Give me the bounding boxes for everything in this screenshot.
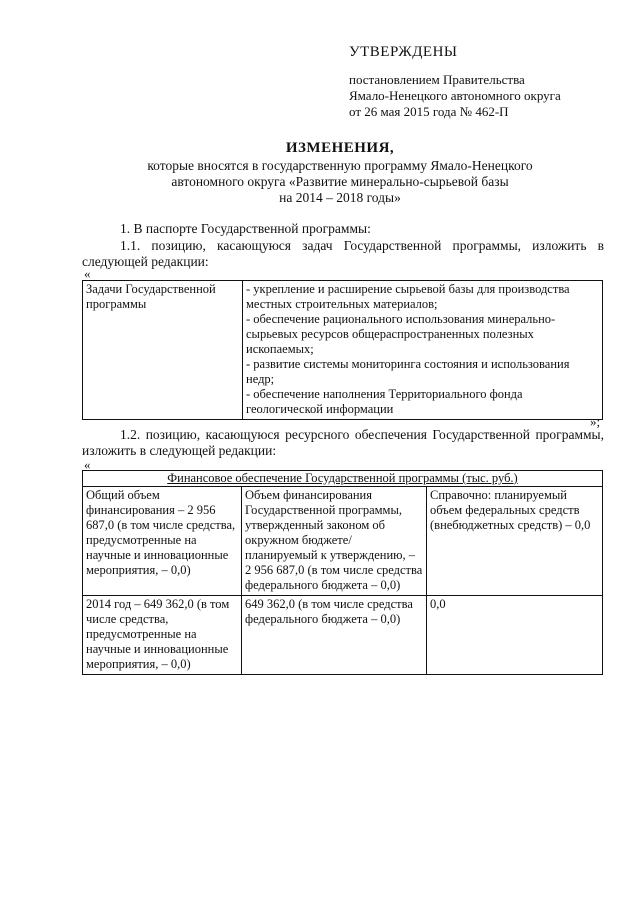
approval-line-1: постановлением Правительства: [349, 72, 525, 87]
tasks-label-cell: Задачи Государственной программы: [83, 281, 243, 420]
approval-line-3: от 26 мая 2015 года № 462-П: [349, 104, 509, 119]
task-item-2: - обеспечение рационального использования минерально-сырьевых ресурсов общераспространенных полезных ископаемых;: [246, 312, 556, 356]
year-2014-total-cell: 2014 год – 649 362,0 (в том числе средства, предусмотренные на научные и инновационные мероприятия, – 0,0): [83, 596, 242, 675]
title-line-1: которые вносятся в государственную программу Ямало-Ненецкого: [147, 158, 533, 173]
item-1-2-text: 1.2. позицию, касающуюся ресурсного обеспечения Государственной программы, изложить в следующей редакции:: [82, 427, 604, 458]
title-line-3: на 2014 – 2018 годы»: [279, 190, 401, 205]
funding-header-cell: [83, 471, 603, 487]
table-row: [83, 471, 603, 487]
federal-funding-cell: Справочно: планируемый объем федеральных средств (внебюджетных средств) – 0,0: [427, 487, 603, 596]
title-line-2: автономного округа «Развитие минерально-сырьевой базы: [171, 174, 509, 189]
quote-open-1: «: [84, 266, 91, 281]
program-funding-cell: Объем финансирования Государственной программы, утвержденный законом об окружном бюджете/планируемый к утверждению, – 2 956 687,0 (в том числе средства федерального бюджета – 0,0): [242, 487, 427, 596]
task-item-4: - обеспечение наполнения Территориального фонда геологической информации: [246, 387, 523, 416]
item-1-1-text: 1.1. позицию, касающуюся задач Государственной программы, изложить в следующей редакции:: [82, 238, 604, 269]
quote-close-1: »;: [590, 414, 601, 429]
task-item-3: - развитие системы мониторинга состояния и использования недр;: [246, 357, 570, 386]
funding-table: [82, 470, 603, 675]
tasks-table: [82, 280, 603, 420]
task-item-1: - укрепление и расширение сырьевой базы для производства местных строительных материалов;: [246, 282, 570, 311]
year-2014-federal-cell: 0,0: [427, 596, 603, 675]
quote-open-2: «: [84, 457, 91, 472]
approval-block: [349, 44, 619, 120]
table-row: [83, 281, 603, 420]
funding-header-text: Финансовое обеспечение Государственной программы (тыс. руб.): [167, 471, 518, 485]
document-title: [80, 140, 600, 206]
table-row: [83, 487, 603, 596]
year-2014-program-cell: 649 362,0 (в том числе средства федерального бюджета – 0,0): [242, 596, 427, 675]
tasks-list-cell: [243, 281, 603, 420]
approval-line-2: Ямало-Ненецкого автономного округа: [349, 88, 561, 103]
total-funding-cell: Общий объем финансирования – 2 956 687,0 (в том числе средства, предусмотренные на научные и инновационные мероприятия, – 0,0): [83, 487, 242, 596]
approval-heading: УТВЕРЖДЕНЫ: [349, 44, 458, 60]
title-main: ИЗМЕНЕНИЯ,: [285, 140, 395, 156]
table-row: [83, 596, 603, 675]
section-1-heading: 1. В паспорте Государственной программы:: [120, 221, 371, 236]
